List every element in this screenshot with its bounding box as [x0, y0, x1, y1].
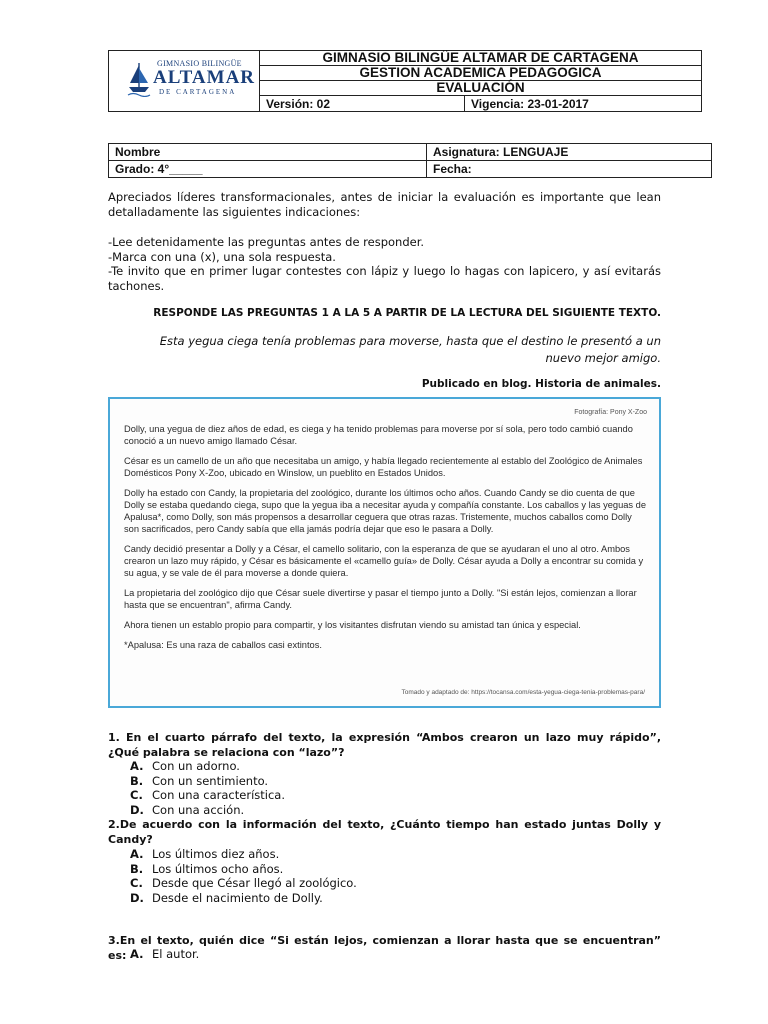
section-heading: RESPONDE LAS PREGUNTAS 1 A LA 5 A PARTIR DE LA LECTURA DEL SIGUIENTE TEXTO.: [153, 307, 661, 319]
logo-text-top: GIMNASIO BILINGÜE: [157, 59, 242, 68]
article-image: [108, 397, 661, 708]
document-header: [108, 50, 702, 112]
option-b[interactable]: B. Los últimos ocho años.: [130, 861, 284, 876]
article-paragraph: Candy decidió presentar a Dolly y a César, el camello solitario, con la esperanza de que se ayudaran el uno al otro. Ambos crearon un lazo muy rápido, y César es básicamente el «camello guía» de Dolly. César ayuda a Dolly a encontrar su comida y su agua, y se vale de él para moverse a donde quiera.: [124, 544, 644, 578]
question-3-options: [130, 947, 199, 962]
date-field[interactable]: Fecha:: [427, 161, 712, 178]
logo-text-bottom: DE CARTAGENA: [159, 88, 237, 96]
instruction-3: -Te invito que en primer lugar contestes con lápiz y luego lo hagas con lapicero, y así evitarás tachones.: [108, 264, 661, 293]
question-2-options: [130, 847, 357, 905]
school-logo: [109, 51, 260, 111]
option-b[interactable]: B. Con un sentimiento.: [130, 773, 269, 788]
option-a[interactable]: A. Los últimos diez años.: [130, 847, 280, 861]
question-1-options: [130, 759, 285, 817]
option-c[interactable]: C. Con una característica.: [130, 788, 285, 802]
question-2: 2.De acuerdo con la información del texto, ¿Cuánto tiempo han estado juntas Dolly y Candy?: [108, 818, 661, 846]
intro-paragraph: Apreciados líderes transformacionales, antes de iniciar la evaluación es importante que lean detalladamente las siguientes indicaciones:: [108, 190, 661, 219]
document-type: EVALUACIÓN: [260, 81, 701, 96]
option-d[interactable]: D. Desde el nacimiento de Dolly.: [130, 890, 323, 905]
ship-icon: [127, 61, 151, 97]
subject-field: Asignatura: LENGUAJE: [427, 144, 712, 161]
option-c[interactable]: C. Desde que César llegó al zoológico.: [130, 876, 357, 890]
option-d[interactable]: D. Con una acción.: [130, 802, 245, 817]
article-footnote: *Apalusa: Es una raza de caballos casi extintos.: [124, 640, 322, 650]
department-title: GESTION ACADEMICA PEDAGOGICA: [260, 66, 701, 81]
article-paragraph: La propietaria del zoológico dijo que César suele divertirse y pasar el tiempo junto a Dolly. "Si están lejos, comienzan a llorar hasta que se encuentran", afirma Candy.: [124, 588, 637, 610]
publication-source: Publicado en blog. Historia de animales.: [421, 378, 661, 390]
school-title: GIMNASIO BILINGÜE ALTAMAR DE CARTAGENA: [260, 51, 701, 66]
grade-field[interactable]: Grado: 4°_____: [109, 161, 427, 178]
logo-text-main: ALTAMAR: [153, 67, 256, 88]
question-1: 1. En el cuarto párrafo del texto, la expresión “Ambos crearon un lazo muy rápido”, ¿Qué palabra se relaciona con “lazo”?: [108, 731, 661, 759]
article-paragraph: César es un camello de un año que necesitaba un amigo, y había llegado recientemente al establo del Zoológico de Animales Domésticos Pony X-Zoo, ubicado en Winslow, un pueblito en Estados Unidos.: [124, 456, 643, 478]
question-3: 3.En el texto, quién dice “Si están lejos, comienzan a llorar hasta que se encuentran” es:: [108, 934, 661, 962]
article-paragraph: Dolly ha estado con Candy, la propietaria del zoológico, durante los últimos ocho años. Cuando Candy se dio cuenta de que Dolly se estaba quedando ciega, supo que la yegua iba a necesitar ayuda y compañía constante. Los caballos y las yeguas de Apalusa*, como Dolly, son más propensos a desarrollar ceguera que otras razas. Tristemente, muchos caballos como Dolly son sacrificados, pero Candy sabía que ella jamás podría dejar que eso le pasara a Dolly.: [124, 488, 647, 534]
photo-credit: Fotografía: Pony X-Zoo: [574, 409, 647, 416]
article-paragraph: Ahora tienen un establo propio para compartir, y los visitantes disfrutan viendo su amistad tan única y especial.: [124, 620, 581, 630]
article-paragraph: Dolly, una yegua de diez años de edad, es ciega y ha tenido problemas para moverse por sí sola, pero todo cambió cuando conoció a un nuevo amigo llamado César.: [124, 424, 633, 446]
instruction-2: -Marca con una (x), una sola respuesta.: [108, 250, 336, 264]
option-a[interactable]: A. Con un adorno.: [130, 759, 240, 773]
instruction-1: -Lee detenidamente las preguntas antes de responder.: [108, 235, 425, 249]
validity-label: Vigencia: 23-01-2017: [471, 97, 589, 111]
lead-line-2: nuevo mejor amigo.: [545, 351, 661, 365]
name-field[interactable]: Nombre: [109, 144, 427, 161]
option-a[interactable]: A. El autor.: [130, 947, 200, 961]
student-info-table: [108, 143, 712, 178]
version-label: Versión: 02: [260, 96, 465, 112]
article-source: Tomado y adaptado de: https://tocansa.com/esta-yegua-ciega-tenia-problemas-para/: [401, 689, 645, 696]
lead-line-1: Esta yegua ciega tenía problemas para moverse, hasta que el destino le presentó a un: [159, 334, 661, 348]
